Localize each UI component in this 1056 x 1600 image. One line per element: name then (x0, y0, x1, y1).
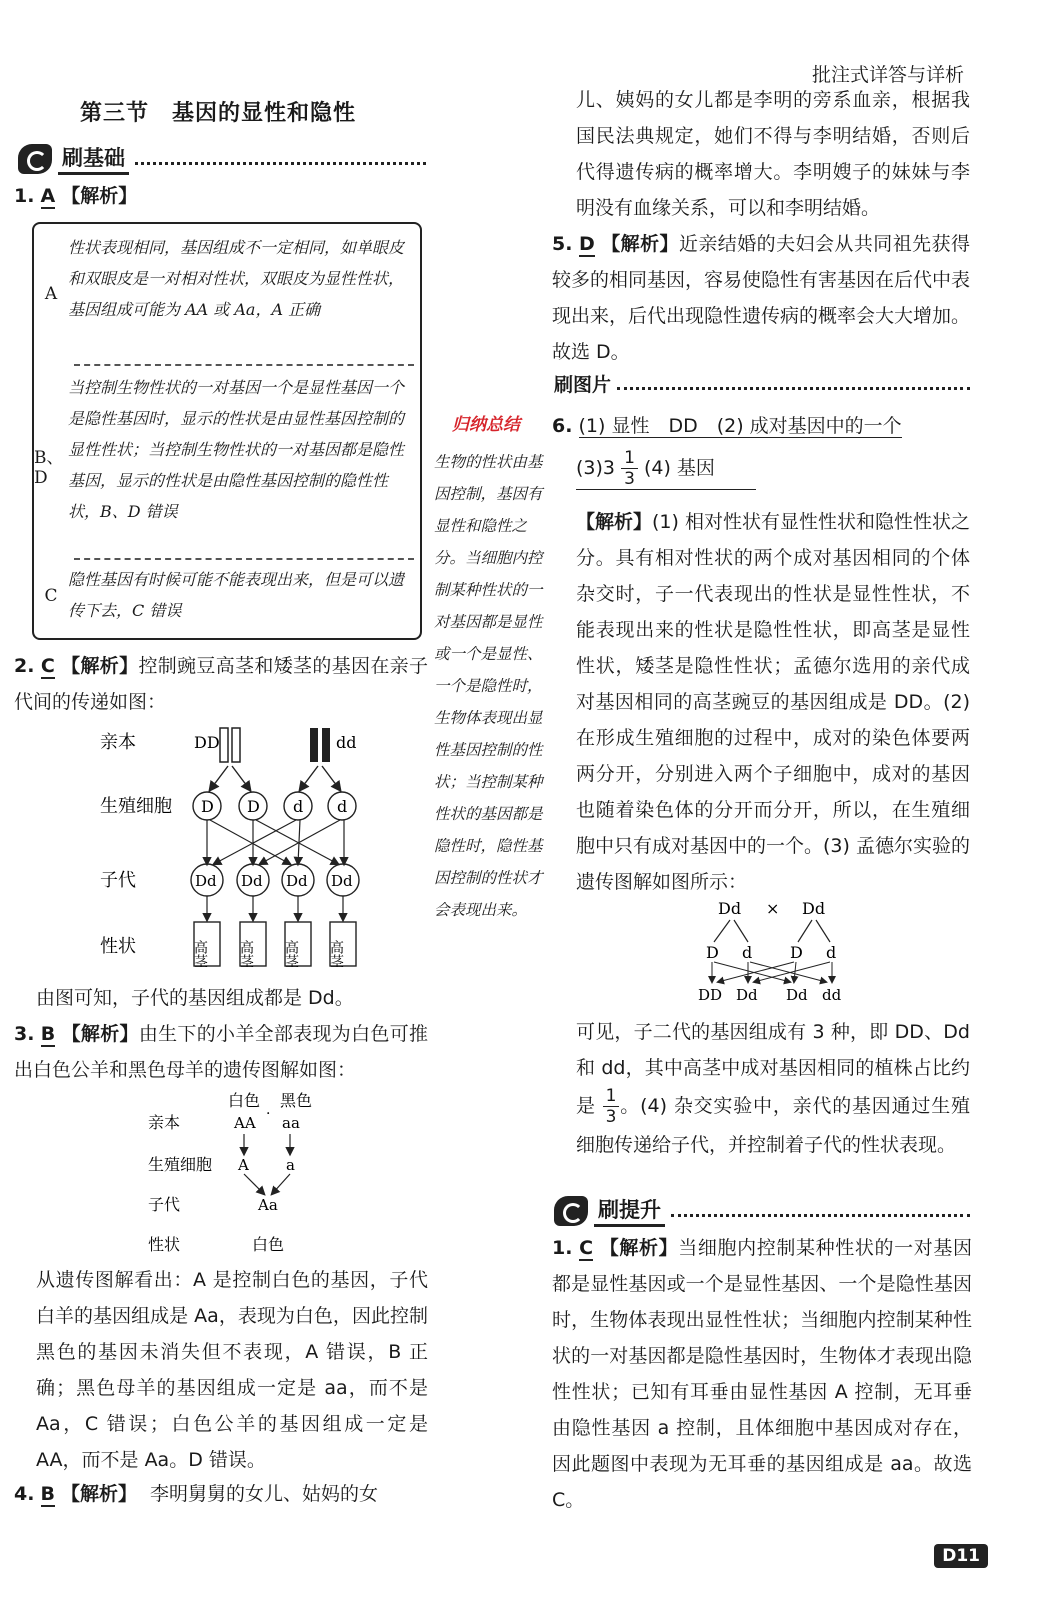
badge-basic-label: 刷基础 (58, 142, 129, 175)
q6-answer-4: (4) 基因 (643, 457, 715, 479)
dashed-divider (74, 558, 414, 560)
q3-label-offspring: 子代 (148, 1195, 181, 1214)
q2-analysis-label: 【解析】 (61, 655, 139, 677)
q3-gamete-white: A (238, 1156, 249, 1174)
q6-answer-line2 (576, 448, 756, 490)
q1-analysis-label: 【解析】 (61, 185, 138, 207)
adv1-answer: C (579, 1237, 594, 1259)
q4-answer: B (40, 1483, 55, 1505)
q2-gamete-1: D (201, 797, 214, 816)
section-title: 第三节 基因的显性和隐性 (80, 101, 357, 126)
q2-number: 2. (14, 655, 35, 677)
q2-gamete-2: D (247, 797, 260, 816)
q3-color-black: 黑色 (280, 1091, 313, 1110)
q2-offspring-2: Dd (241, 872, 263, 890)
q6-after-2: 。(4) 杂交实验中，亲代的基因通过生殖细胞传递给子代，并控制着子代的性状表现。 (576, 1095, 970, 1156)
q6-offspring-4: dd (822, 986, 842, 1004)
q1-row-key: A (44, 284, 58, 304)
q2-paragraph (14, 648, 428, 720)
q4-text: 儿、姨妈的女儿都是李明的旁系血亲，根据我国民法典规定，她们不得与李明结婚，否则后代得遗传病的概率增大。李明嫂子的妹妹与李明没有血缘关系，可以和李明结婚。 (576, 89, 970, 219)
cross-dot-icon: · (266, 1106, 271, 1122)
q2-parent-left-genotype: DD (194, 733, 220, 752)
q6-ratio-den: 3 (605, 1107, 617, 1127)
q6-fraction (621, 448, 638, 489)
q3-label-gamete: 生殖细胞 (148, 1155, 213, 1174)
page-number: D11 (934, 1544, 988, 1568)
q2-answer: C (40, 655, 55, 677)
q3-label-parent: 亲本 (148, 1113, 181, 1132)
dotted-rule (135, 162, 426, 165)
q1-answer: A (40, 185, 56, 207)
q4-first-line-mask (150, 1476, 428, 1512)
q5-analysis-label: 【解析】 (601, 233, 679, 255)
q6-answer-3: (3)3 (576, 457, 616, 479)
q6-offspring-2: Dd (736, 986, 758, 1004)
q6-ratio-fraction (603, 1086, 620, 1127)
q2-parent-right-genotype: dd (336, 733, 357, 752)
chromosome-black-icon (322, 728, 330, 762)
q6-analysis-label: 【解析】 (576, 511, 653, 533)
q2-trait-3: 高茎 (283, 940, 299, 968)
q1-row-c (34, 564, 420, 628)
q2-gamete-4: d (337, 797, 348, 816)
adv1-analysis-label: 【解析】 (599, 1237, 679, 1259)
adv1-paragraph (552, 1230, 972, 1518)
q2-label-parent: 亲本 (100, 732, 136, 753)
chromosome-white-icon (232, 728, 240, 762)
badge-advance-label: 刷提升 (594, 1194, 665, 1227)
summary-tag: 归纳总结 (452, 415, 520, 435)
q6-ratio-num: 1 (603, 1086, 620, 1107)
pencil-badge-icon (18, 144, 52, 174)
chromosome-white-icon (220, 728, 228, 762)
q1-row-text: 当控制生物性状的一对基因一个是显性基因一个是隐性基因时，显示的性状是由显性基因控制的显性性状；当控制生物性状的一对基因都是隐性基因，显示的性状是由隐性基因控制的隐性性状，B、D 错误 (68, 378, 405, 521)
q6-gamete-2: d (742, 943, 753, 962)
q5-text: 近亲结婚的夫妇会从共同祖先获得较多的相同基因，容易使隐性有害基因在后代中表现出来，后代出现隐性遗传病的概率会大大增加。故选 D。 (552, 233, 971, 363)
q3-color-white: 白色 (228, 1091, 261, 1110)
dashed-divider (74, 364, 414, 366)
q4-analysis-label: 【解析】 (61, 1483, 138, 1505)
q1-row-a (34, 232, 420, 356)
q2-trait-2: 高茎 (238, 940, 254, 968)
q6-offspring-3: Dd (786, 986, 808, 1004)
q2-label-offspring: 子代 (100, 870, 136, 891)
q3-genetic-diagram (130, 1088, 370, 1256)
q3-label-trait: 性状 (148, 1235, 181, 1254)
q4-number: 4. (14, 1483, 35, 1505)
q3-analysis-label: 【解析】 (61, 1023, 139, 1045)
q3-gamete-black: a (286, 1156, 295, 1174)
q3-child-trait: 白色 (252, 1235, 285, 1254)
q6-fraction-den: 3 (624, 469, 635, 489)
q3-number: 3. (14, 1023, 35, 1045)
q6-after-1: 可见，子二代的基因组成有 3 种，即 DD、Dd 和 dd，其中高茎中成对基因相同的植株占比约是 (576, 1021, 970, 1117)
q2-label-trait: 性状 (100, 936, 136, 957)
q6-answer-line1 (552, 408, 972, 444)
q6-fraction-num: 1 (621, 448, 638, 469)
q5-answer: D (578, 233, 595, 255)
badge-picture-label: 刷图片 (554, 374, 612, 396)
q1-row-bd (34, 372, 420, 558)
q2-offspring-4: Dd (331, 872, 353, 890)
q2-text: 控制豌豆高茎和矮茎的基因在亲子代间的传递如图： (14, 655, 428, 713)
q2-offspring-1: Dd (195, 872, 217, 890)
q2-gamete-3: d (293, 797, 304, 816)
q6-gamete-4: d (826, 943, 837, 962)
q3-paragraph (14, 1016, 428, 1088)
q6-number: 6. (552, 415, 573, 437)
badge-advance (554, 1194, 970, 1227)
dotted-rule (671, 1214, 970, 1217)
q6-offspring-1: DD (698, 986, 723, 1004)
q6-conclusion (576, 1014, 970, 1163)
q3-parent-black-genotype: aa (282, 1114, 300, 1132)
q1-analysis-box (32, 222, 422, 640)
q4-rest-mask (576, 82, 970, 226)
q2-offspring-3: Dd (286, 872, 308, 890)
adv1-number: 1. (552, 1237, 573, 1259)
q6-parent-2: Dd (802, 899, 826, 918)
q3-answer: B (40, 1023, 56, 1045)
q6-cross-sign: × (766, 899, 780, 918)
q2-trait-1: 高茎 (192, 940, 208, 968)
q1-head (14, 178, 137, 214)
q1-row-text: 隐性基因有时候可能不能表现出来，但是可以遗传下去，C 错误 (68, 570, 405, 620)
q6-answer-1: (1) 显性 DD (2) 成对基因中的一个 (578, 415, 902, 437)
running-header: 批注式详答与详析 (811, 64, 964, 86)
q6-genetic-diagram (690, 894, 860, 1006)
dotted-rule (617, 387, 970, 390)
chromosome-black-icon (310, 728, 318, 762)
badge-basic (18, 142, 426, 175)
badge-picture (554, 370, 970, 397)
q4-text: 李明舅舅的女儿、姑妈的女 (150, 1483, 379, 1505)
q2-label-gamete: 生殖细胞 (100, 796, 172, 817)
q2-trait-4: 高茎 (328, 940, 344, 968)
q3-child-genotype: Aa (258, 1196, 278, 1214)
q3-parent-white-genotype: AA (234, 1114, 256, 1132)
adv1-text: 当细胞内控制某种性状的一对基因都是显性基因或一个是显性基因、一个是隐性基因时，生物体表现出显性性状；当细胞内控制某种性状的一对基因都是隐性基因时，生物体才表现出隐性性状；已知有耳垂由显性基因 A 控制，无耳垂由隐性基因 a 控制，且体细胞中基因成对存在，因此题图中表现为无耳垂的基因组成是 aa。故选 C。 (552, 1237, 972, 1511)
q3-text: 由生下的小羊全部表现为白色可推出白色公羊和黑色母羊的遗传图解如图： (14, 1023, 428, 1081)
q3-conclusion: 从遗传图解看出：A 是控制白色的基因，子代白羊的基因组成是 Aa，表现为白色，因此控制黑色的基因未消失但不表现，A 错误，B 正确；黑色母羊的基因组成一定是 aa，而不是 Aa，C 错误；白色公羊的基因组成一定是 AA，而不是 Aa。D 错误。 (36, 1269, 428, 1471)
q6-text: (1) 相对性状有显性性状和隐性性状之分。具有相对性状的两个成对基因相同的个体杂交时，子一代表现出的性状是显性性状，不能表现出来的性状是隐性性状，即高茎是显性性状，矮茎是隐性性状；孟德尔选用的亲代成对基因相同的高茎豌豆的基因组成是 DD。(2) 在形成生殖细胞的过程中，成对的染色体要两两分开，分别进入两个子细胞中，成对的基因也随着染色体的分开而分开，所以，在生殖细胞中只有成对基因中的一个。(3) 孟德尔实验的遗传图解如图所示： (576, 511, 970, 893)
q2-genetic-diagram (90, 724, 390, 976)
q1-row-key: C (44, 586, 58, 606)
q6-gamete-1: D (706, 943, 719, 962)
q6-parent-1: Dd (718, 899, 742, 918)
q5-paragraph (552, 226, 970, 370)
q2-conclusion: 由图可知，子代的基因组成都是 Dd。 (36, 987, 354, 1009)
q1-row-key: B、D (34, 447, 64, 488)
q6-gamete-3: D (790, 943, 803, 962)
q1-number: 1. (14, 185, 35, 207)
q6-analysis (576, 504, 970, 900)
pencil-badge-icon (554, 1196, 588, 1226)
q5-number: 5. (552, 233, 573, 255)
q1-row-text: 性状表现相同，基因组成不一定相同，如单眼皮和双眼皮是一对相对性状，双眼皮为显性性状，基因组成可能为 AA 或 Aa，A 正确 (68, 238, 405, 319)
summary-note: 生物的性状由基因控制，基因有显性和隐性之分。当细胞内控制某种性状的一对基因都是显性或一个是显性、一个是隐性时，生物体表现出显性基因控制的性状；当控制某种性状的基因都是隐性时，隐性基因控制的性状才会表现出来。 (434, 453, 543, 919)
